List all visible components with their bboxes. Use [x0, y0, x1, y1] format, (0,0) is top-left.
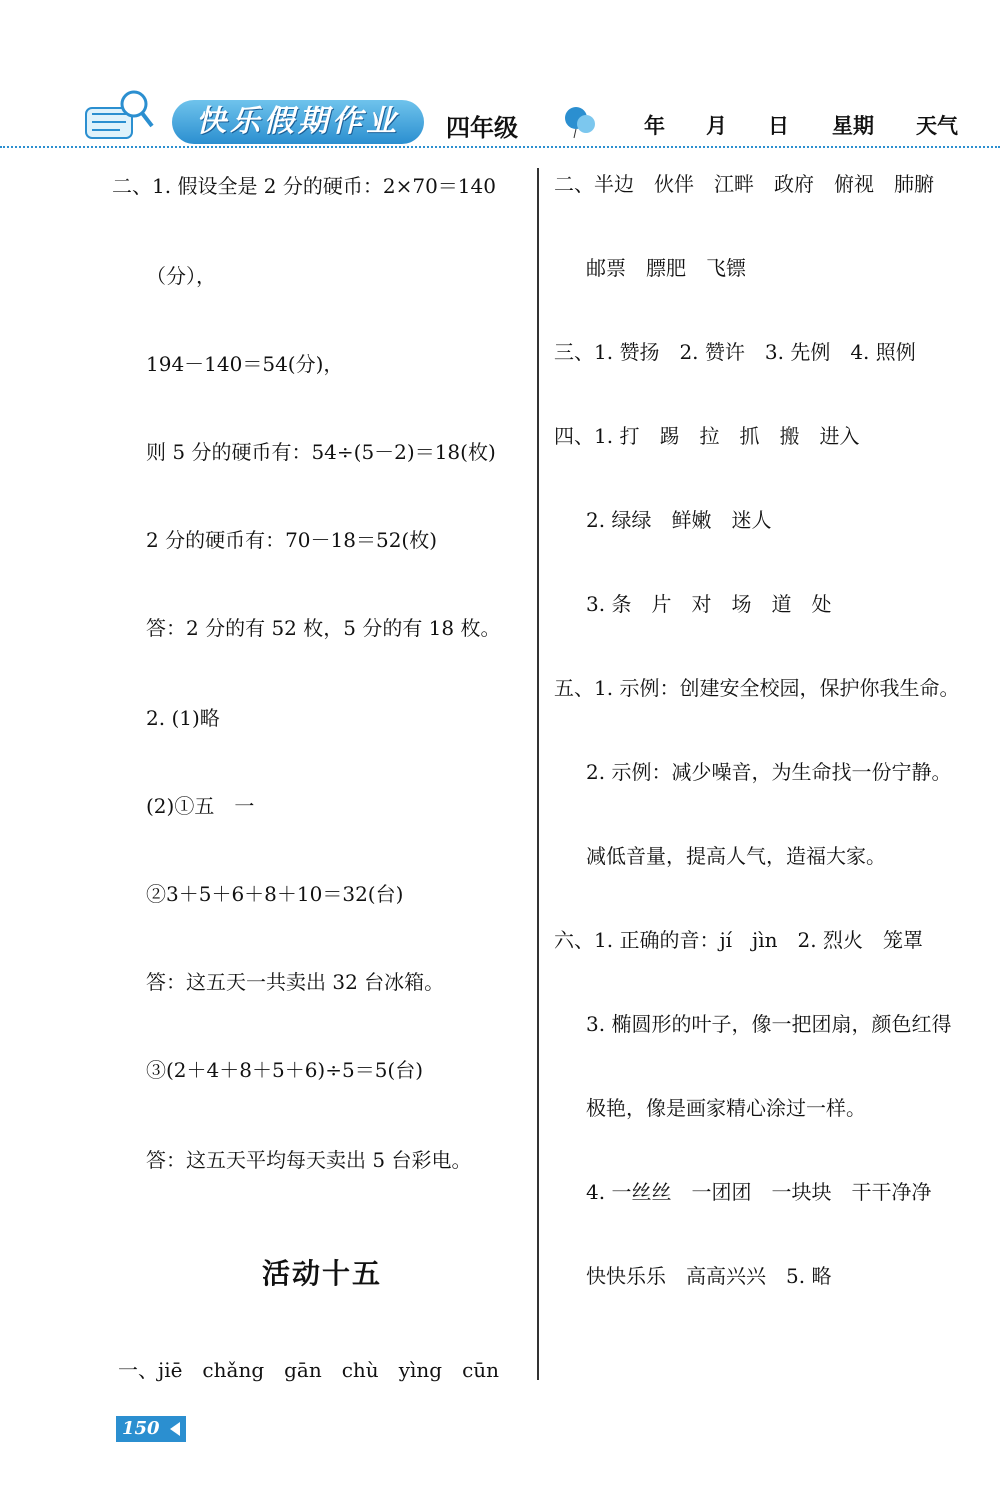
- date-weekday-label: 星期: [832, 114, 874, 138]
- left-line-12: 答：这五天平均每天卖出 5 台彩电。: [146, 1148, 472, 1172]
- right-line-2: 邮票 膘肥 飞镖: [586, 256, 746, 280]
- left-line-9: ②3＋5＋6＋8＋10＝32(台): [146, 882, 404, 906]
- page-number: [116, 1416, 186, 1442]
- grade-label: 四年级: [446, 114, 518, 142]
- right-line-13: 4. 一丝丝 一团团 一块块 干干净净: [586, 1180, 932, 1204]
- banner-title: 快乐假期作业: [172, 100, 424, 144]
- left-line-6: 答：2 分的有 52 枚，5 分的有 18 枚。: [146, 616, 501, 640]
- right-line-4: 四、1. 打 踢 拉 抓 搬 进入: [554, 424, 860, 448]
- left-line-11: ③(2＋4＋8＋5＋6)÷5＝5(台): [146, 1058, 424, 1082]
- right-line-7: 五、1. 示例：创建安全校园，保护你我生命。: [554, 676, 960, 700]
- right-line-6: 3. 条 片 对 场 道 处: [586, 592, 832, 616]
- left-line-7: 2. (1)略: [146, 706, 220, 730]
- right-line-1: 二、半边 伙伴 江畔 政府 俯视 肺腑: [554, 172, 934, 196]
- page-number-text: 150: [122, 1418, 160, 1439]
- right-line-10: 六、1. 正确的音：jí jìn 2. 烈火 笼罩: [554, 928, 923, 952]
- left-line-4: 则 5 分的硬币有：54÷(5－2)＝18(枚): [146, 440, 496, 464]
- balloon-icon: [562, 104, 598, 140]
- right-line-8: 2. 示例：减少噪音，为生命找一份宁静。: [586, 760, 952, 784]
- right-line-11: 3. 椭圆形的叶子，像一把团扇，颜色红得: [586, 1012, 952, 1036]
- date-month-label: 月: [706, 114, 727, 138]
- pinyin-line: 一、jiē chǎng gān chù yìng cūn: [118, 1358, 500, 1382]
- column-divider: [537, 168, 539, 1380]
- left-line-3: 194－140＝54(分)，: [146, 352, 344, 376]
- left-line-5: 2 分的硬币有：70－18＝52(枚): [146, 528, 438, 552]
- page-arrow-icon: [170, 1422, 180, 1436]
- right-line-9: 减低音量，提高人气，造福大家。: [586, 844, 886, 868]
- right-line-12: 极艳，像是画家精心涂过一样。: [586, 1096, 866, 1120]
- header-divider: [0, 146, 1000, 148]
- date-day-label: 日: [768, 114, 789, 138]
- date-year-label: 年: [644, 114, 665, 138]
- page-header: [0, 0, 1000, 160]
- right-line-3: 三、1. 赞扬 2. 赞许 3. 先例 4. 照例: [554, 340, 916, 364]
- left-line-1: 二、1. 假设全是 2 分的硬币：2×70＝140: [112, 174, 496, 198]
- left-line-10: 答：这五天一共卖出 32 台冰箱。: [146, 970, 445, 994]
- date-weather-label: 天气: [916, 114, 958, 138]
- left-line-2: （分），: [146, 264, 216, 288]
- right-line-14: 快快乐乐 高高兴兴 5. 略: [586, 1264, 832, 1288]
- right-line-5: 2. 绿绿 鲜嫩 迷人: [586, 508, 772, 532]
- activity-title: 活动十五: [262, 1257, 383, 1290]
- left-line-8: (2)①五 一: [146, 794, 255, 818]
- notebook-magnifier-icon: [82, 86, 162, 146]
